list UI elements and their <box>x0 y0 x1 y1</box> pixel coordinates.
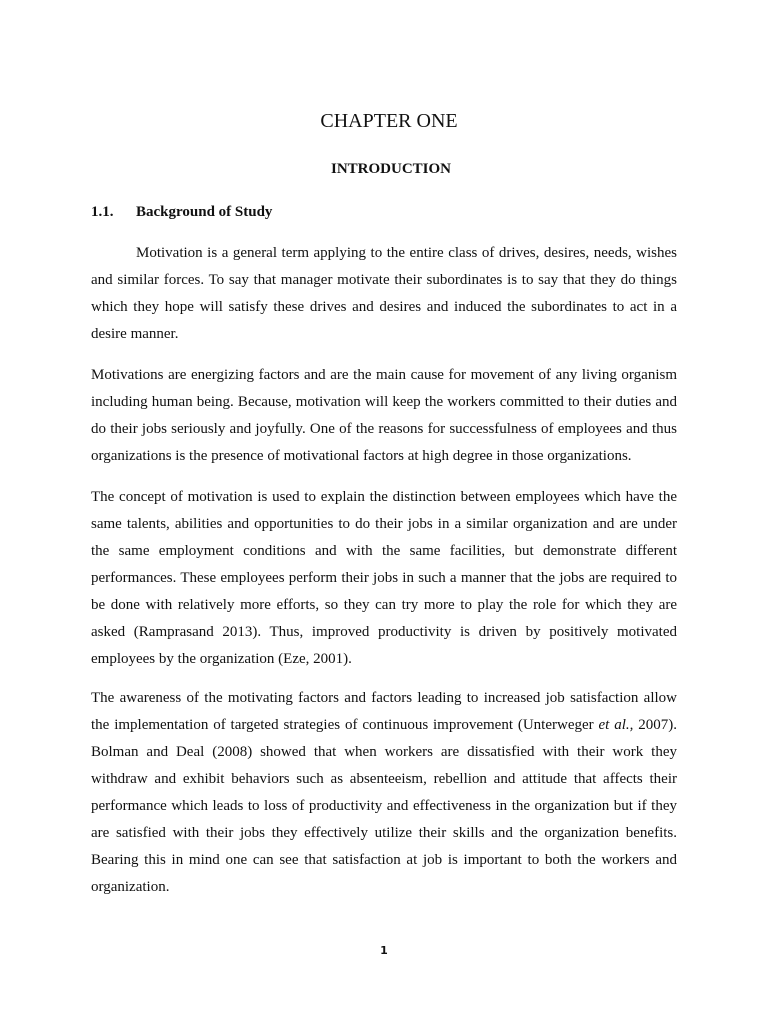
paragraph-4-citation-italic: et al., <box>598 717 634 733</box>
paragraph-2: Motivations are energizing factors and are the main cause for movement of any living organism including human being. Because, motivation will keep the workers committed to their duties and do their jobs seriously and joyfully. One of the reasons for successfulness of employees and thus organizations is the presence of motivational factors at high degree in those organizations. <box>91 367 677 464</box>
subsection-number: 1.1. <box>91 204 114 220</box>
page-number: 1 <box>380 944 388 957</box>
paragraph-4 <box>91 685 677 901</box>
subsection-title: Background of Study <box>136 204 273 220</box>
paragraph-3: The concept of motivation is used to explain the distinction between employees which have the same talents, abilities and opportunities to do their jobs in a similar organization and are under the same employment conditions and with the same facilities, but demonstrate different performances. These employees perform their jobs in such a manner that the jobs are required to be done with relatively more efforts, so they can try more to play the role for which they are asked (Ramprasand 2013). Thus, improved productivity is driven by positively motivated employees by the organization (Eze, 2001). <box>91 489 677 667</box>
chapter-title: CHAPTER ONE <box>320 110 458 132</box>
paragraph-4-text-start: The awareness of the motivating factors and factors leading to increased job satisfaction allow the implementation of targeted strategies of continuous improvement (Unterweger <box>91 690 677 733</box>
paragraph-1: Motivation is a general term applying to the entire class of drives, desires, needs, wishes and similar forces. To say that manager motivate their subordinates is to say that they do things which they hope will satisfy these drives and desires and induced the subordinates to act in a desire manner. <box>91 245 677 342</box>
section-title: INTRODUCTION <box>330 161 451 177</box>
paragraph-4-text-end: 2007). Bolman and Deal (2008) showed that when workers are dissatisfied with their work they withdraw and exhibit behaviors such as absenteeism, rebellion and attitude that affects their performance which leads to loss of productivity and effectiveness in the organization but if they are satisfied with their jobs they effectively utilize their skills and the organization benefits. Bearing this in mind one can see that satisfaction at job is important to both the workers and organization. <box>91 717 677 895</box>
subsection-heading <box>91 202 272 222</box>
